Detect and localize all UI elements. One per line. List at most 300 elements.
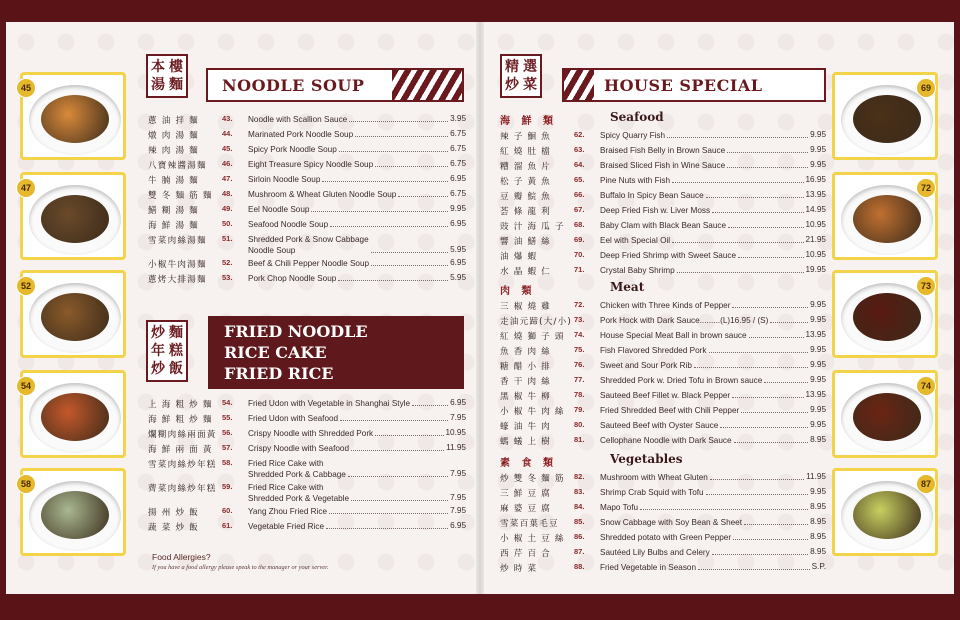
menu-item-leader-dots — [329, 506, 448, 514]
menu-item-name: Deep Fried Shrimp with Sweet Sauce — [600, 251, 737, 260]
menu-item-name: Marinated Pork Noodle Soup — [248, 130, 354, 139]
menu-item-number: 67. — [574, 205, 585, 214]
menu-item-price: 8.95 — [810, 502, 826, 511]
menu-item[interactable] — [500, 300, 826, 315]
menu-item-chinese-name: 荟 條 龍 利 — [500, 207, 551, 217]
seal-character: 菜 — [523, 77, 537, 93]
menu-item-leader-dots — [322, 174, 448, 182]
menu-item-leader-dots — [734, 435, 809, 443]
dish-food — [41, 393, 109, 441]
menu-item-leader-dots — [738, 250, 803, 258]
menu-item-number: 61. — [222, 521, 233, 530]
menu-item-number: 45. — [222, 144, 233, 153]
menu-item[interactable] — [148, 521, 466, 536]
menu-item-price: 9.95 — [810, 375, 826, 384]
menu-item-english — [248, 189, 466, 200]
menu-item-number: 70. — [574, 250, 585, 259]
seal-character: 湯 — [151, 77, 165, 93]
menu-item[interactable] — [148, 234, 466, 258]
meat-heading: Meat — [610, 280, 645, 294]
menu-item-number: 85. — [574, 517, 585, 526]
menu-item-price: 7.95 — [450, 469, 466, 478]
seal-character: 選 — [523, 59, 537, 75]
seal-character: 炒 — [151, 325, 165, 341]
menu-item-leader-dots — [339, 144, 448, 152]
category-chinese-heading: 肉 類 — [500, 286, 536, 297]
menu-item[interactable] — [148, 219, 466, 234]
dish-food — [853, 491, 921, 539]
menu-item-leader-dots — [694, 360, 808, 368]
menu-item-leader-dots — [749, 330, 804, 338]
menu-item-price: 6.95 — [450, 521, 466, 530]
menu-item[interactable] — [148, 482, 466, 506]
menu-item-name: Seafood Noodle Soup — [248, 220, 329, 229]
menu-item-english — [248, 174, 466, 185]
menu-item-price: 16.95 — [805, 175, 826, 184]
menu-item[interactable] — [148, 273, 466, 288]
menu-item-chinese-name: 雪菜百葉毛豆 — [500, 519, 559, 529]
menu-item-number: 46. — [222, 159, 233, 168]
menu-item[interactable] — [148, 443, 466, 458]
menu-item-leader-dots — [709, 345, 809, 353]
menu-item-name: Chicken with Three Kinds of Pepper — [600, 301, 731, 310]
menu-item-leader-dots — [677, 265, 804, 273]
seal-column — [504, 58, 520, 94]
menu-item-price: 6.75 — [450, 144, 466, 153]
fried-header — [208, 316, 464, 389]
seal-character: 麵 — [169, 77, 183, 93]
menu-item-leader-dots — [667, 130, 808, 138]
menu-item-number: 76. — [574, 360, 585, 369]
menu-item-name: Pork Hock with Dark Sauce.........(L)16.95 / (S) — [600, 316, 769, 325]
menu-item-name: Vegetable Fried Rice — [248, 522, 325, 531]
menu-item-chinese-name: 螞 蟻 上 樹 — [500, 437, 551, 447]
menu-item-number: 69. — [574, 235, 585, 244]
menu-item[interactable] — [500, 145, 826, 160]
menu-item[interactable] — [148, 114, 466, 129]
menu-item-chinese-name: 薺菜肉絲炒年糕 — [148, 484, 217, 494]
menu-item-name: Noodle with Scallion Sauce — [248, 115, 348, 124]
menu-item-price: 21.95 — [805, 235, 826, 244]
menu-item-name: Mushroom & Wheat Gluten Noodle Soup — [248, 190, 397, 199]
dish-food — [41, 195, 109, 243]
menu-item-leader-dots — [732, 300, 808, 308]
vegetables-list — [500, 454, 826, 577]
dish-photo[interactable] — [20, 72, 126, 160]
menu-item-price: 11.95 — [446, 443, 466, 452]
menu-item-price: 6.95 — [450, 398, 466, 407]
menu-item-number: 66. — [574, 190, 585, 199]
menu-item-price: 9.95 — [810, 145, 826, 154]
dish-photo[interactable] — [20, 370, 126, 458]
menu-item-number: 71. — [574, 265, 585, 274]
menu-item-number: 51. — [222, 234, 233, 243]
dish-food — [853, 393, 921, 441]
noodle-soup-header — [206, 68, 464, 102]
menu-item-english — [248, 159, 466, 170]
menu-item-english — [600, 472, 826, 483]
menu-item-leader-dots — [727, 145, 808, 153]
menu-item-english — [600, 360, 826, 371]
menu-item-english — [600, 175, 826, 186]
menu-item-leader-dots — [741, 405, 808, 413]
menu-item[interactable] — [500, 315, 826, 330]
menu-item[interactable] — [500, 160, 826, 175]
menu-item-number: 77. — [574, 375, 585, 384]
menu-item-chinese-name: 鱔 糊 湯 麵 — [148, 206, 199, 216]
seal-column — [150, 324, 166, 378]
menu-item-leader-dots — [375, 428, 443, 436]
menu-item-name: Mapo Tofu — [600, 503, 639, 512]
menu-item-price: 9.95 — [810, 300, 826, 309]
menu-item-chinese-name: 糖 醋 小 排 — [500, 362, 551, 372]
menu-item-number: 68. — [574, 220, 585, 229]
menu-item-english — [248, 443, 466, 454]
menu-item[interactable] — [500, 220, 826, 235]
menu-item-name: Pine Nuts with Fish — [600, 176, 671, 185]
fried-title-line-3: FRIED RICE — [224, 364, 334, 383]
menu-item-leader-dots — [398, 189, 448, 197]
fried-list — [148, 398, 466, 536]
seafood-list — [500, 112, 826, 280]
menu-item[interactable] — [500, 330, 826, 345]
menu-item-chinese-name: 麻 婆 豆 腐 — [500, 504, 551, 514]
menu-item-number: 60. — [222, 506, 233, 515]
menu-item[interactable] — [148, 159, 466, 174]
menu-item[interactable] — [148, 189, 466, 204]
menu-item-name: Sauteed Beef with Oyster Sauce — [600, 421, 719, 430]
menu-item-number: 74. — [574, 330, 585, 339]
seal-column — [522, 58, 538, 94]
menu-item-name: Spicy Quarry Fish — [600, 131, 666, 140]
menu-item-english — [248, 234, 466, 256]
menu-item-name: Shrimp Crab Squid with Tofu — [600, 488, 704, 497]
fried-title-line-2: RICE CAKE — [224, 343, 327, 362]
menu-item-leader-dots — [672, 235, 803, 243]
category-chinese-heading: 素 食 類 — [500, 458, 557, 469]
seal-character: 麵 — [169, 325, 183, 341]
menu-item-chinese-name: 魚 香 肉 絲 — [500, 347, 551, 357]
menu-item-chinese-name: 蔬 菜 炒 飯 — [148, 523, 199, 533]
menu-item-chinese-name: 小 椒 土 豆 絲 — [500, 534, 565, 544]
menu-item-chinese-name: 香 干 肉 絲 — [500, 377, 551, 387]
menu-item-chinese-name: 小椒牛肉湯麵 — [148, 260, 207, 270]
dish-number-badge: 54 — [16, 376, 36, 396]
menu-item-price: 8.95 — [810, 517, 826, 526]
menu-item[interactable] — [500, 130, 826, 145]
menu-item-price: 13.95 — [805, 330, 826, 339]
menu-item-english — [248, 521, 466, 532]
dish-number-badge: 52 — [16, 276, 36, 296]
menu-item-leader-dots — [371, 245, 448, 253]
menu-item[interactable] — [148, 506, 466, 521]
menu-item-price: 6.95 — [450, 219, 466, 228]
dish-food — [41, 491, 109, 539]
menu-item-chinese-name: 小 椒 牛 肉 絲 — [500, 407, 565, 417]
menu-item[interactable] — [500, 360, 826, 375]
menu-item-chinese-name: 西 芹 百 合 — [500, 549, 551, 559]
menu-item-english — [600, 145, 826, 156]
menu-item-price: 19.95 — [805, 265, 826, 274]
seal-column — [168, 324, 184, 378]
menu-item-leader-dots — [371, 258, 448, 266]
menu-item[interactable] — [500, 420, 826, 435]
dish-number-badge: 87 — [916, 474, 936, 494]
menu-item-name: Crispy Noodle with Seafood — [248, 444, 350, 453]
menu-item[interactable] — [500, 375, 826, 390]
menu-item-chinese-name: 上 海 粗 炒 麵 — [148, 400, 213, 410]
menu-item-name: Fried Vegetable in Season — [600, 563, 697, 572]
menu-item-name: Shredded Pork w. Dried Tofu in Brown sauce — [600, 376, 763, 385]
menu-item-leader-dots — [340, 413, 448, 421]
menu-item-chinese-name: 松 子 黃 魚 — [500, 177, 551, 187]
menu-item-chinese-name: 炒 雙 冬 麵 筋 — [500, 474, 565, 484]
menu-item-price: 9.95 — [810, 420, 826, 429]
menu-item-leader-dots — [355, 129, 448, 137]
menu-item-leader-dots — [733, 532, 808, 540]
menu-item-english — [248, 204, 466, 215]
menu-item-price: 6.75 — [450, 129, 466, 138]
category-heading-row — [500, 282, 826, 300]
menu-item-english — [600, 265, 826, 276]
menu-item[interactable] — [500, 502, 826, 517]
menu-item[interactable] — [500, 205, 826, 220]
dish-number-badge: 58 — [16, 474, 36, 494]
menu-item-english — [600, 390, 826, 401]
menu-item-price: 5.95 — [450, 273, 466, 282]
menu-spine — [476, 22, 484, 594]
menu-item-chinese-name: 響 油 鱔 絲 — [500, 237, 551, 247]
menu-item-english — [248, 428, 466, 439]
menu-item-price: 7.95 — [450, 413, 466, 422]
menu-item[interactable] — [500, 345, 826, 360]
menu-item[interactable] — [500, 190, 826, 205]
menu-item-english — [600, 532, 826, 543]
menu-item[interactable] — [148, 144, 466, 159]
menu-item-name: Crystal Baby Shrimp — [600, 266, 675, 275]
category-heading-row — [500, 112, 826, 130]
seal-character: 炒 — [151, 361, 165, 377]
menu-item-chinese-name: 蠔 油 牛 肉 — [500, 422, 551, 432]
menu-item-chinese-name: 三 鮮 豆 腐 — [500, 489, 551, 499]
menu-item[interactable] — [500, 265, 826, 280]
menu-item[interactable] — [500, 487, 826, 502]
menu-item-leader-dots — [764, 375, 808, 383]
menu-item-name: House Special Meat Ball in brown sauce — [600, 331, 747, 340]
seafood-heading: Seafood — [610, 110, 664, 124]
menu-item-leader-dots — [712, 205, 803, 213]
menu-item-chinese-name: 雪菜肉絲炒年糕 — [148, 460, 217, 470]
menu-item-leader-dots — [338, 273, 448, 281]
menu-item-chinese-name: 油 爆 蝦 — [500, 252, 538, 262]
menu-item-english — [248, 273, 466, 284]
menu-item-number: 43. — [222, 114, 233, 123]
menu-item-number: 80. — [574, 420, 585, 429]
allergy-note: If you have a food allergy please speak to the manager or your server. — [152, 564, 329, 571]
menu-item-name: Pork Chop Noodle Soup — [248, 274, 337, 283]
menu-item-name: Beef & Chili Pepper Noodle Soup — [248, 259, 370, 268]
menu-item-leader-dots — [744, 517, 808, 525]
noodle-soup-seal — [146, 54, 188, 98]
menu-item-english — [600, 130, 826, 141]
menu-item[interactable] — [148, 428, 466, 443]
menu-item-chinese-name: 走油元蹄(大/小) — [500, 317, 572, 327]
dish-photo[interactable] — [20, 270, 126, 358]
menu-item-leader-dots — [640, 502, 808, 510]
menu-item-name: Crispy Noodle with Shredded Pork — [248, 429, 374, 438]
menu-item[interactable] — [148, 398, 466, 413]
menu-item[interactable] — [500, 405, 826, 420]
menu-item-name: Fried Rice Cake with Shredded Pork & Cabbage — [248, 459, 346, 479]
menu-item-number: 82. — [574, 472, 585, 481]
menu-item-number: 87. — [574, 547, 585, 556]
menu-item-name: Fried Udon with Seafood — [248, 414, 339, 423]
menu-item[interactable] — [148, 413, 466, 428]
menu-item-number: 72. — [574, 300, 585, 309]
menu-item-leader-dots — [412, 398, 448, 406]
menu-item-name: Fish Flavored Shredded Pork — [600, 346, 707, 355]
menu-item-english — [600, 235, 826, 246]
menu-item[interactable] — [500, 562, 826, 577]
menu-item-english — [600, 315, 826, 326]
dish-photo[interactable] — [20, 172, 126, 260]
menu-item-number: 47. — [222, 174, 233, 183]
menu-item-price: 13.95 — [805, 190, 826, 199]
menu-item-name: Sautéed Lily Bulbs and Celery — [600, 548, 710, 557]
menu-item-number: 84. — [574, 502, 585, 511]
menu-item-price: 6.75 — [450, 189, 466, 198]
seal-character: 本 — [151, 59, 165, 75]
menu-item-name: Buffalo In Spicy Bean Sauce — [600, 191, 704, 200]
menu-item[interactable] — [500, 250, 826, 265]
menu-item-price: 9.95 — [810, 130, 826, 139]
menu-item-number: 48. — [222, 189, 233, 198]
meat-list — [500, 282, 826, 450]
menu-item-leader-dots — [351, 493, 448, 501]
menu-item-chinese-name: 蔥 油 拌 麵 — [148, 116, 199, 126]
menu-item-name: Fried Shredded Beef with Chili Pepper — [600, 406, 740, 415]
menu-item-number: 53. — [222, 273, 233, 282]
menu-item-english — [248, 458, 466, 480]
menu-item[interactable] — [500, 175, 826, 190]
menu-item-name: Baby Clam with Black Bean Sauce — [600, 221, 727, 230]
menu-item-name: Spicy Pork Noodle Soup — [248, 145, 337, 154]
dish-food — [853, 293, 921, 341]
menu-item-english — [600, 345, 826, 356]
menu-item-name: Mushroom with Wheat Gluten — [600, 473, 708, 482]
menu-item-chinese-name: 紅 燒 肚 檔 — [500, 147, 551, 157]
dish-food — [853, 195, 921, 243]
menu-item-english — [248, 398, 466, 409]
seal-column — [168, 58, 184, 94]
menu-item-number: 83. — [574, 487, 585, 496]
menu-item-number: 44. — [222, 129, 233, 138]
menu-item-english — [248, 482, 466, 504]
menu-item-name: Shredded potato with Green Pepper — [600, 533, 732, 542]
menu-item[interactable] — [148, 458, 466, 482]
menu-item[interactable] — [500, 390, 826, 405]
menu-item-name: Eel with Special Oil — [600, 236, 671, 245]
menu-item-price: 9.95 — [810, 487, 826, 496]
menu-item-number: 50. — [222, 219, 233, 228]
header-stripes — [564, 70, 594, 100]
menu-item-english — [248, 114, 466, 125]
menu-item-leader-dots — [326, 521, 448, 529]
menu-item-chinese-name: 海 鮮 粗 炒 麵 — [148, 415, 213, 425]
menu-item-price: S.P. — [811, 562, 826, 571]
menu-item-price: 9.95 — [810, 315, 826, 324]
allergy-title: Food Allergies? — [152, 552, 211, 562]
menu-item-name: Braised Fish Belly in Brown Sauce — [600, 146, 726, 155]
menu-item-price: 6.95 — [450, 258, 466, 267]
menu-item-chinese-name: 辣 肉 湯 麵 — [148, 146, 199, 156]
menu-item-english — [600, 487, 826, 498]
menu-item-number: 73. — [574, 315, 585, 324]
menu-item-english — [600, 330, 826, 341]
menu-item-english — [600, 435, 826, 446]
menu-item-leader-dots — [698, 562, 810, 570]
menu-item-name: Sirloin Noodle Soup — [248, 175, 321, 184]
menu-item-number: 81. — [574, 435, 585, 444]
menu-item-english — [248, 258, 466, 269]
house-special-seal — [500, 54, 542, 98]
menu-item-english — [248, 219, 466, 230]
menu-item-number: 79. — [574, 405, 585, 414]
menu-item-english — [600, 205, 826, 216]
menu-item[interactable] — [500, 235, 826, 250]
menu-item[interactable] — [148, 174, 466, 189]
menu-item-english — [600, 517, 826, 528]
menu-item[interactable] — [500, 472, 826, 487]
menu-item-leader-dots — [330, 219, 448, 227]
header-stripes — [392, 70, 462, 100]
menu-item-leader-dots — [706, 190, 804, 198]
menu-item[interactable] — [148, 204, 466, 219]
menu-item[interactable] — [148, 129, 466, 144]
menu-item-number: 63. — [574, 145, 585, 154]
noodle-soup-list — [148, 114, 466, 288]
menu-item[interactable] — [500, 547, 826, 562]
menu-item-name: Snow Cabbage with Soy Bean & Sheet — [600, 518, 743, 527]
dish-number-badge: 45 — [16, 78, 36, 98]
menu-item-chinese-name: 爛糊肉絲兩面黃 — [148, 430, 217, 440]
menu-item[interactable] — [500, 532, 826, 547]
menu-item-price: 13.95 — [805, 390, 826, 399]
menu-item-name: Eight Treasure Spicy Noodle Soup — [248, 160, 374, 169]
dish-number-badge: 47 — [16, 178, 36, 198]
menu-item[interactable] — [500, 517, 826, 532]
menu-item-english — [600, 562, 826, 573]
menu-item[interactable] — [148, 258, 466, 273]
seal-character: 飯 — [169, 361, 183, 377]
menu-item-chinese-name: 黑 椒 牛 柳 — [500, 392, 551, 402]
menu-item-chinese-name: 揚 州 炒 飯 — [148, 508, 199, 518]
menu-item-price: 7.95 — [450, 506, 466, 515]
menu-item-name: Fried Udon with Vegetable in Shanghai Style — [248, 399, 411, 408]
menu-item[interactable] — [500, 435, 826, 450]
menu-item-leader-dots — [770, 315, 808, 323]
menu-item-chinese-name: 燉 肉 湯 麵 — [148, 131, 199, 141]
menu-item-price: 8.95 — [810, 532, 826, 541]
menu-item-price: 10.95 — [805, 250, 826, 259]
menu-item-chinese-name: 水 晶 蝦 仁 — [500, 267, 551, 277]
dish-food — [41, 95, 109, 143]
dish-photo[interactable] — [20, 468, 126, 556]
menu-item-english — [248, 129, 466, 140]
menu-item-leader-dots — [720, 420, 808, 428]
menu-item-price: 5.95 — [450, 245, 466, 254]
menu-item-leader-dots — [351, 443, 444, 451]
